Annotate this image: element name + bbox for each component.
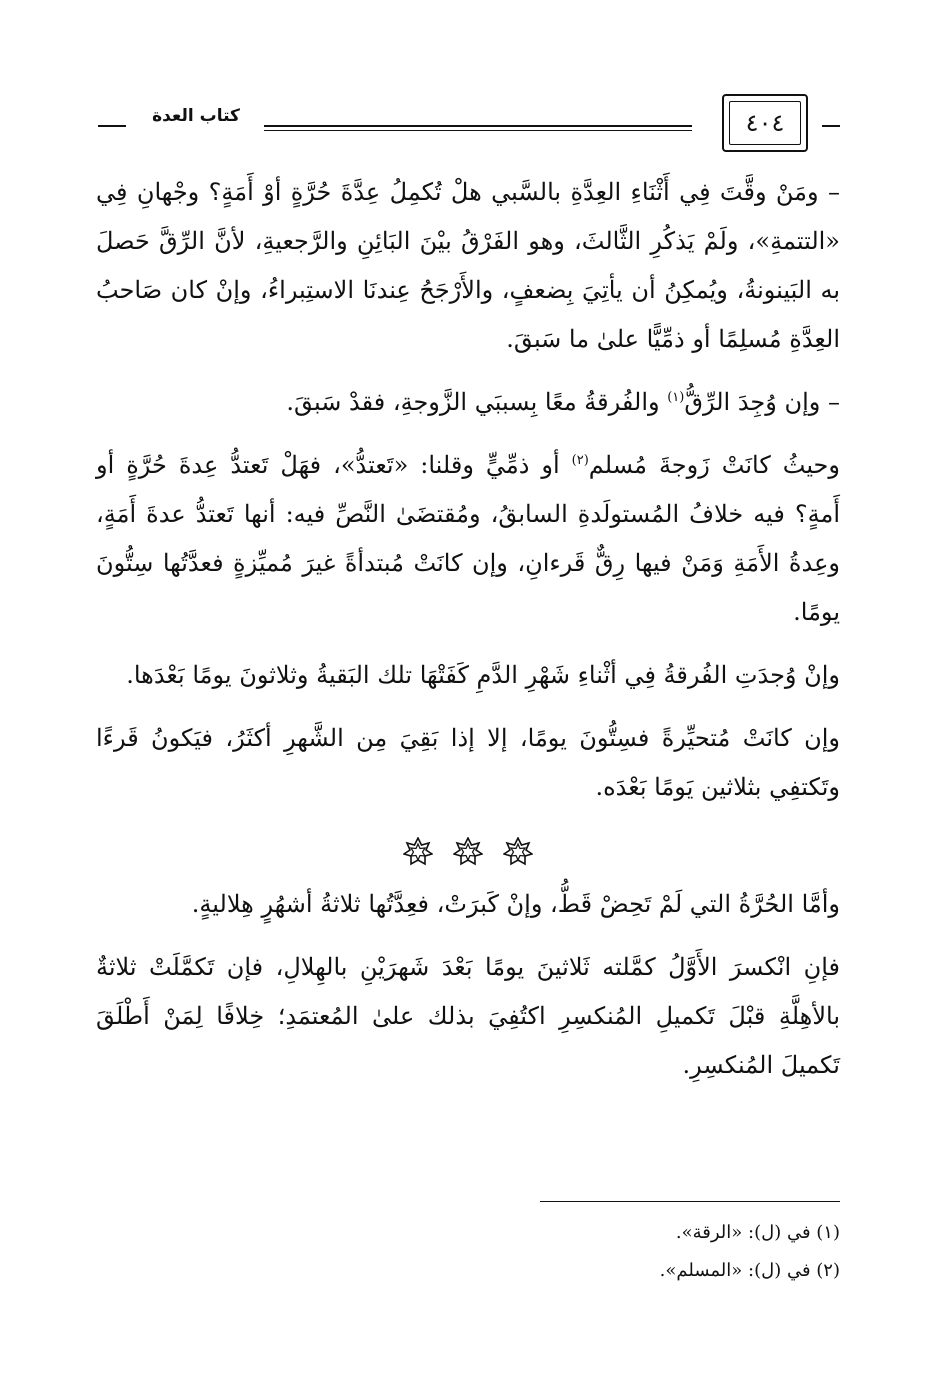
footnote-2: (٢) في (ل): «المسلم». [659, 1260, 840, 1281]
star-ornament-icon [503, 837, 533, 867]
paragraph-2 [96, 378, 840, 427]
footnote-separator [540, 1201, 840, 1202]
paragraph-3-text-b: أو ذمِّيٍّ وقلنا: «تَعتدُّ»، فهَلْ تَعتدُّ عِدةَ حُرَّةٍ أو أَمةٍ؟ فيه خلافُ المُستولَدةِ السابقُ، ومُقتضَىٰ النَّصِّ فيه: أنها تَعتدُّ عدةَ أَمَةٍ، وعِدةُ الأَمَةِ وَمَنْ فيها رِقٌّ قَرءانِ، وإن كانَتْ مُبتدأةً غيرَ مُميِّزةٍ فعدَّتُها سِتُّونَ يومًا. [96, 451, 840, 626]
paragraph-5: وإن كانَتْ مُتحيِّرةً فسِتُّونَ يومًا، إلا إذا بَقِيَ مِن الشَّهرِ أكثَرُ، فيَكونُ قَرءًا وتَكتفِي بثلاثين يَومًا بَعْدَه. [96, 724, 840, 801]
paragraph-1: – ومَنْ وقَّتَ فِي أَثْنَاءِ العِدَّةِ بالسَّبي هلْ تُكمِلُ عِدَّةَ حُرَّةٍ أوْ أَمَةٍ؟ وجْهانِ فِي «التتمةِ»، ولَمْ يَذكُرِ الثَّالثَ، وهو الفَرْقُ بيْنَ البَائِنِ والرَّجعيةِ، لأنَّ الرِّقَّ حَصلَ به البَينونةُ، ويُمكِنُ أن يأتِيَ بِضعفٍ، والأَرْجَحُ عِندنَا الاستِبراءُ، وإنْ كان صَاحبُ العِدَّةِ مُسلِمًا أو ذمِّيًّا علىٰ ما سَبقَ. [96, 178, 841, 353]
paragraph-4: وإنْ وُجدَتِ الفُرقةُ فِي أثْناءِ شَهْرِ الدَّمِ كَفَتْهَا تلك البَقيةُ وثلاثونَ يومًا بَعْدَها. [126, 661, 840, 689]
header-rule-middle-thin [264, 130, 692, 131]
paragraph-3-text-a: وحيثُ كانَتْ زَوجةَ مُسلم [588, 451, 840, 479]
star-ornament-icon [403, 837, 433, 867]
paragraph-6: وأمَّا الحُرَّةُ التي لَمْ تَحِضْ قَطُّ، وإنْ كَبرَتْ، فعِدَّتُها ثلاثةُ أشهُرٍ هِلاليةٍ. [191, 890, 840, 918]
header-rule-right [822, 125, 840, 127]
page-header [98, 92, 840, 162]
footnote-1: (١) في (ل): «الرقة». [675, 1222, 840, 1243]
paragraph-3 [96, 441, 840, 637]
page-number: ٤٠٤ [729, 101, 801, 145]
page-number-frame [722, 94, 808, 152]
footnotes [96, 1214, 840, 1290]
star-ornament-icon [453, 837, 483, 867]
header-rule-left [98, 125, 126, 127]
paragraph-2-text-b: والفُرقةُ معًا بِسببَي الزَّوجةِ، فقدْ سَبقَ. [286, 388, 668, 416]
footnote-ref-2: (٢) [571, 453, 589, 468]
paragraph-2-text-a: – وإن وُجِدَ الرِّقُّ [684, 388, 840, 416]
header-rule-middle [264, 125, 692, 127]
paragraph-7: فإنِ انْكسرَ الأَوَّلُ كمَّلته ثَلاثينَ يومًا بَعْدَ شَهرَيْنِ بالهِلالِ، فإن تَكمَّلَتْ ثلاثةٌ بالأهِلَّةِ قبْلَ تَكميلِ المُنكسِرِ اكتُفِيَ بذلك علىٰ المُعتمَدِ؛ خِلافًا لِمَنْ أَطْلَقَ تَكميلَ المُنكسِرِ. [96, 953, 841, 1079]
section-divider [96, 826, 840, 870]
footnote-ref-1: (١) [667, 390, 685, 405]
main-text [96, 168, 840, 1104]
running-title: كتاب العدة [152, 106, 240, 126]
